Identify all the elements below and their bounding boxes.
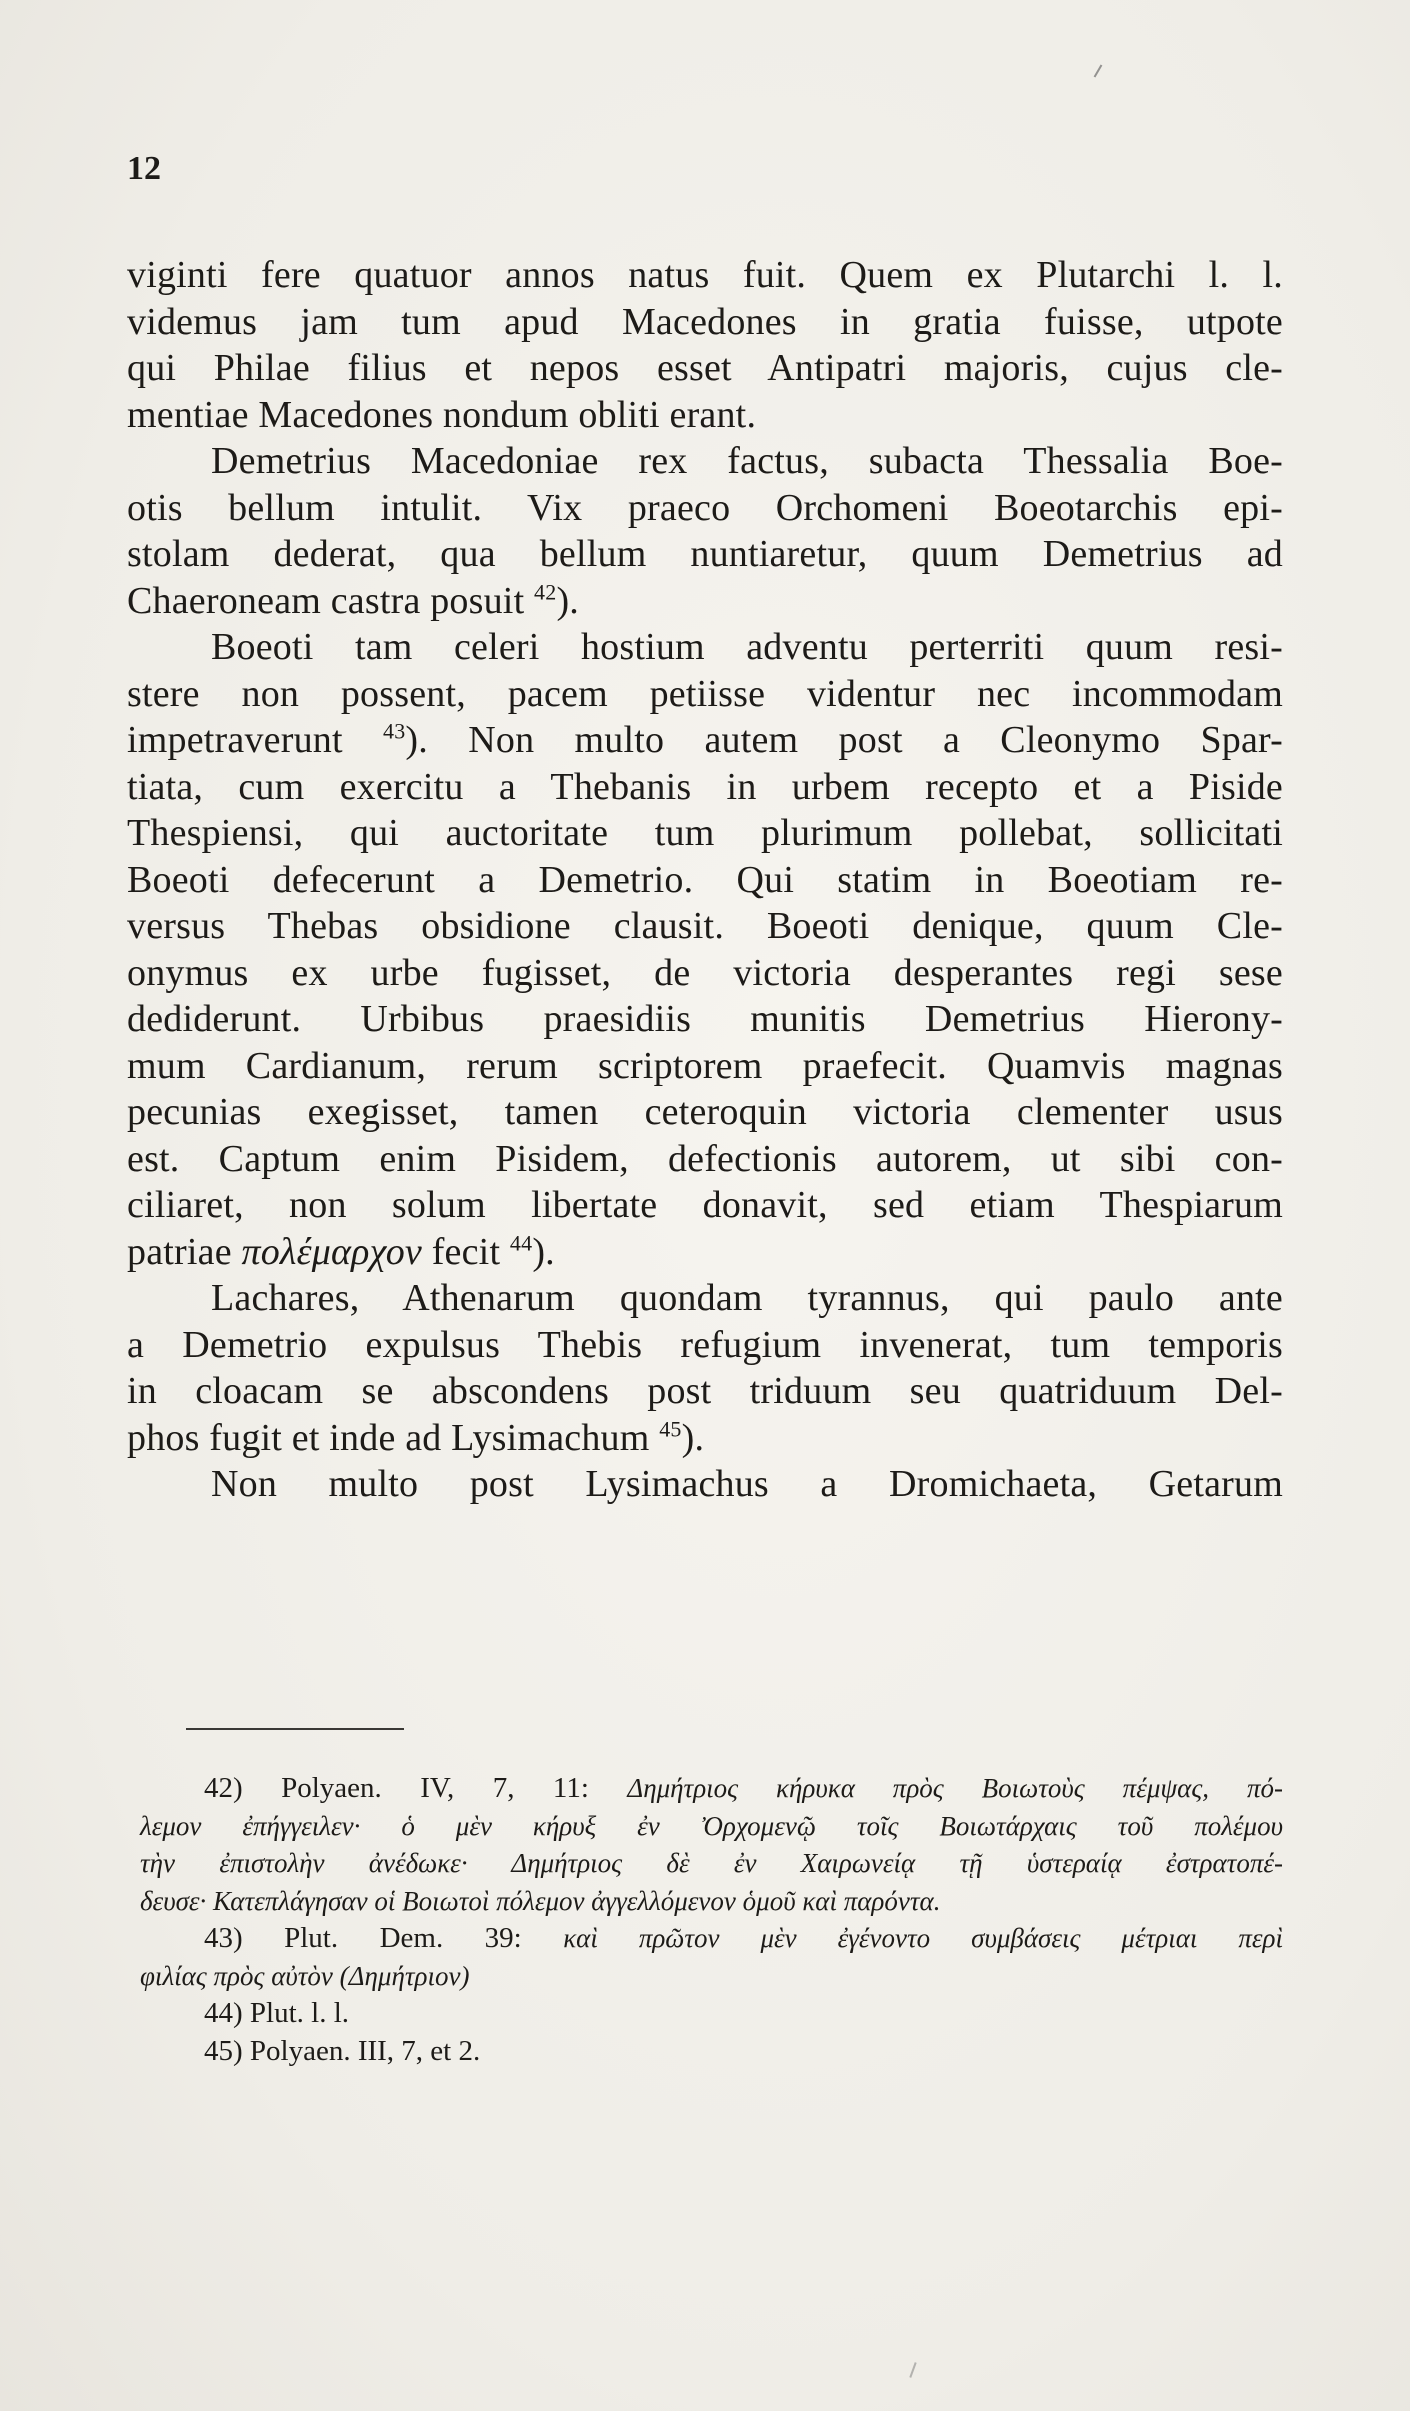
text-line: videmus jam tum apud Macedones in gratia fuisse, utpote — [127, 300, 1283, 343]
text-line: viginti fere quatuor annos natus fuit. Quem ex Plutarchi l. l. — [127, 254, 1283, 296]
text-line: otis bellum intulit. Vix praeco Orchomeni Boeotarchis epi- — [127, 486, 1283, 529]
text-line: Demetrius Macedoniae rex factus, subacta Thessalia Boe- — [211, 440, 1283, 482]
page-number: 12 — [127, 150, 161, 187]
text-line: Lachares, Athenarum quondam tyrannus, qui paulo ante — [211, 1277, 1283, 1319]
text-span: Chaeroneam castra posuit — [127, 579, 525, 622]
footnote-44: 44) Plut. l. l. — [204, 1997, 350, 2029]
footnote-ref-42[interactable]: 42 — [534, 578, 557, 604]
footnote-line — [140, 1808, 1283, 1846]
footnote-label: 42) Polyaen. IV, 7, 11: — [204, 1772, 589, 1804]
text-line: ciliaret, non solum libertate donavit, sed etiam Thespiarum — [127, 1184, 1283, 1226]
greek-quote: Δημήτριος κήρυκα πρὸς Βοιωτοὺς πέμψας, πό- — [627, 1773, 1283, 1803]
main-text — [127, 252, 1283, 1508]
text-line: mum Cardianum, rerum scriptorem praefecit. Quamvis magnas — [127, 1044, 1283, 1087]
footnote-line — [140, 1883, 1283, 1921]
footnote-ref-45[interactable]: 45 — [659, 1415, 682, 1441]
text-span: ). — [532, 1230, 555, 1273]
footnote-line — [140, 1845, 1283, 1883]
text-span: patriae — [127, 1230, 232, 1273]
text-line: a Demetrio expulsus Thebis refugium invenerat, tum temporis — [127, 1323, 1283, 1366]
greek-quote: δευσε· Κατεπλάγησαν οἱ Βοιωτοὶ πόλεμον ἀγγελλόμενον ὁμοῦ καὶ παρόντα. — [140, 1885, 941, 1916]
text-line: versus Thebas obsidione clausit. Boeoti denique, quum Cle- — [127, 905, 1283, 947]
text-line: dediderunt. Urbibus praesidiis munitis Demetrius Hierony- — [127, 998, 1283, 1040]
text-line: Thespiensi, qui auctoritate tum plurimum pollebat, sollicitati — [127, 812, 1283, 854]
greek-quote: τὴν ἐπιστολὴν ἀνέδωκε· Δημήτριος δὲ ἐν Χαιρωνείᾳ τῇ ὑστεραίᾳ ἐστρατοπέ- — [140, 1848, 1283, 1878]
footnote-ref-43[interactable]: 43 — [383, 718, 406, 744]
greek-quote: λεμον ἐπήγγειλεν· ὁ μὲν κήρυξ ἐν Ὀρχομενῷ τοῖς Βοιωτάρχαις τοῦ πολέμου — [140, 1810, 1283, 1841]
ink-mark — [909, 2362, 916, 2378]
text-line — [127, 1415, 1283, 1462]
text-line: pecunias exegisset, tamen ceteroquin victoria clementer usus — [127, 1091, 1283, 1133]
text-line: Boeoti defecerunt a Demetrio. Qui statim in Boeotiam re- — [127, 858, 1283, 901]
text-span: ). Non multo autem post a Cleonymo Spar- — [405, 719, 1283, 761]
text-line: stolam dederat, qua bellum nuntiaretur, quum Demetrius ad — [127, 533, 1283, 575]
text-line: Boeoti tam celeri hostium adventu perterriti quum resi- — [211, 626, 1283, 668]
text-line: in cloacam se abscondens post triduum seu quatriduum Del- — [127, 1370, 1283, 1412]
text-line: onymus ex urbe fugisset, de victoria desperantes regi sese — [127, 951, 1283, 994]
footnote-43 — [186, 1920, 1283, 1958]
greek-word: πολέμαρχον — [241, 1230, 422, 1273]
text-line — [127, 578, 1283, 625]
footnote-separator — [186, 1728, 404, 1730]
greek-quote: καὶ πρῶτον μὲν ἐγένοντο συμβάσεις μέτριαι περὶ — [563, 1923, 1283, 1953]
footnotes — [140, 1770, 1283, 2070]
text-line: tiata, cum exercitu a Thebanis in urbem recepto et a Piside — [127, 765, 1283, 808]
ink-mark — [1094, 64, 1103, 77]
text-line — [127, 717, 1283, 764]
text-line: mentiae Macedones nondum obliti erant. — [127, 393, 757, 436]
text-span: phos fugit et inde ad Lysimachum — [127, 1416, 650, 1459]
text-line: qui Philae filius et nepos esset Antipatri majoris, cujus cle- — [127, 347, 1283, 389]
footnote-label: 43) Plut. Dem. 39: — [204, 1922, 522, 1954]
text-span: fecit — [422, 1230, 510, 1273]
footnote-line — [140, 1958, 1283, 1996]
footnote-42 — [186, 1770, 1283, 1808]
text-line: est. Captum enim Pisidem, defectionis autorem, ut sibi con- — [127, 1137, 1283, 1180]
text-line: stere non possent, pacem petiisse videntur nec incommodam — [127, 672, 1283, 715]
footnote-ref-44[interactable]: 44 — [509, 1229, 533, 1255]
text-line: Non multo post Lysimachus a Dromichaeta, Getarum — [211, 1463, 1283, 1505]
text-span: impetraverunt — [127, 719, 343, 761]
footnote-45: 45) Polyaen. III, 7, et 2. — [204, 2034, 481, 2067]
greek-quote: φιλίας πρὸς αὐτὸν (Δημήτριον) — [140, 1960, 470, 1991]
text-line — [127, 1229, 1283, 1276]
text-span: ). — [556, 579, 579, 622]
text-span: ). — [681, 1416, 705, 1459]
